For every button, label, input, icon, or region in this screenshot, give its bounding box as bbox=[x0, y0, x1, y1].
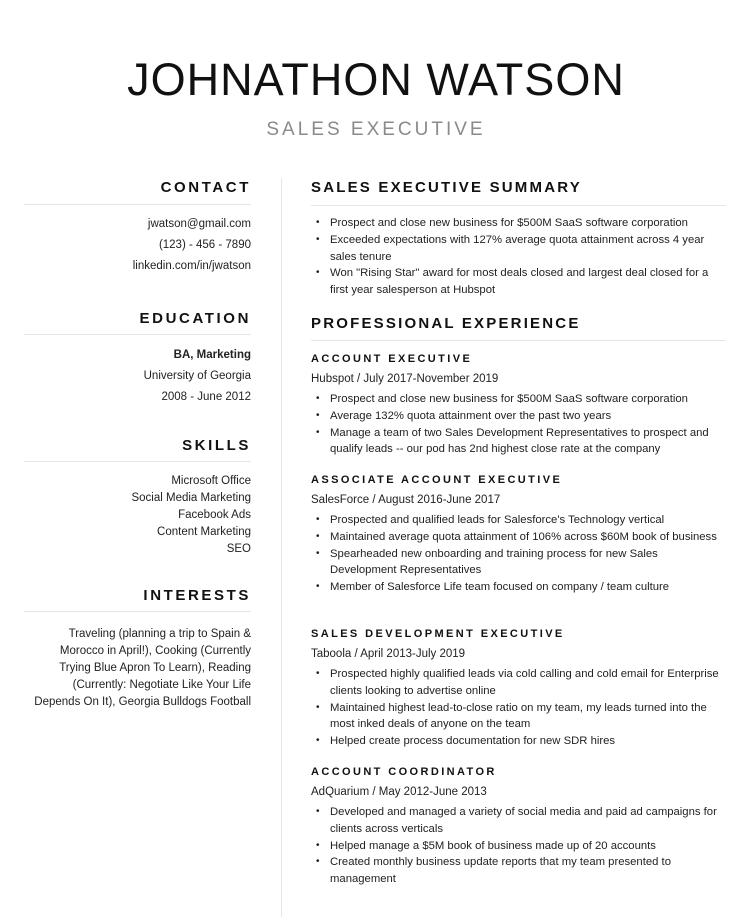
job-bullets bbox=[311, 804, 726, 888]
experience-heading: PROFESSIONAL EXPERIENCE bbox=[311, 315, 581, 332]
summary-divider bbox=[311, 205, 726, 206]
list-item: • Created monthly business update reports that my team presented to management bbox=[311, 854, 726, 888]
education-heading: EDUCATION bbox=[139, 310, 251, 327]
skills-heading: SKILLS bbox=[182, 437, 251, 454]
skills-divider bbox=[24, 461, 251, 462]
list-item: • Prospected and qualified leads for Salesforce's Technology vertical bbox=[311, 512, 726, 529]
list-item: • Average 132% quota attainment over the past two years bbox=[311, 408, 726, 425]
list-item: • Manage a team of two Sales Development Representatives to prospect and qualify leads -- our pod has 2nd highest close rate at the company bbox=[311, 425, 726, 459]
column-divider bbox=[281, 178, 282, 917]
job-bullets bbox=[311, 512, 726, 596]
contact-details bbox=[24, 216, 251, 275]
contact-heading: CONTACT bbox=[160, 179, 251, 196]
education-school: University of Georgia bbox=[143, 370, 251, 382]
interests-line: Morocco in April!), Cooking (Currently bbox=[59, 645, 251, 657]
skill-item: Facebook Ads bbox=[178, 509, 251, 521]
job-title: ACCOUNT COORDINATOR bbox=[311, 766, 497, 778]
job-company: Hubspot / July 2017-November 2019 bbox=[311, 373, 499, 385]
list-item: • Exceeded expectations with 127% average quota attainment across 4 year sales tenure bbox=[311, 232, 726, 266]
job-title: ACCOUNT EXECUTIVE bbox=[311, 353, 473, 365]
interests-line: Depends On It), Georgia Bulldogs Football bbox=[34, 696, 251, 708]
skill-item: SEO bbox=[226, 543, 251, 555]
interests-line: Traveling (planning a trip to Spain & bbox=[68, 628, 251, 640]
contact-phone: (123) - 456 - 7890 bbox=[158, 239, 251, 251]
education-details bbox=[24, 347, 251, 406]
summary-heading: SALES EXECUTIVE SUMMARY bbox=[311, 179, 582, 196]
interests-line: Trying Blue Apron To Learn), Reading bbox=[59, 662, 251, 674]
job-bullets bbox=[311, 666, 726, 750]
job-company: AdQuarium / May 2012-June 2013 bbox=[311, 786, 487, 798]
job-company: Taboola / April 2013-July 2019 bbox=[311, 648, 466, 660]
list-item: • Developed and managed a variety of social media and paid ad campaigns for clients across verticals bbox=[311, 804, 726, 838]
list-item: • Helped manage a $5M book of business made up of 20 accounts bbox=[311, 838, 726, 855]
experience-divider bbox=[311, 340, 726, 341]
resume-name: JOHNATHON WATSON bbox=[127, 54, 625, 105]
contact-email[interactable]: jwatson@gmail.com bbox=[147, 218, 251, 230]
contact-divider bbox=[24, 204, 251, 205]
interests-line: (Currently: Negotiate Like Your Life bbox=[72, 679, 251, 691]
interests-heading: INTERESTS bbox=[143, 587, 251, 604]
list-item: • Member of Salesforce Life team focused on company / team culture bbox=[311, 579, 726, 596]
job-title: SALES DEVELOPMENT EXECUTIVE bbox=[311, 628, 565, 640]
list-item: • Maintained highest lead-to-close ratio on my team, my leads turned into the most inked deals of anyone on the team bbox=[311, 700, 726, 734]
list-item: • Prospected highly qualified leads via cold calling and cold email for Enterprise clients looking to advertise online bbox=[311, 666, 726, 700]
job-bullets bbox=[311, 391, 726, 458]
job-company: SalesForce / August 2016-June 2017 bbox=[311, 494, 501, 506]
skill-item: Content Marketing bbox=[157, 526, 251, 538]
interests-divider bbox=[24, 611, 251, 612]
skills-list bbox=[24, 473, 251, 558]
education-degree: BA, Marketing bbox=[173, 349, 251, 361]
education-divider bbox=[24, 334, 251, 335]
interests-text bbox=[24, 626, 251, 711]
list-item: • Prospect and close new business for $500M SaaS software corporation bbox=[311, 391, 726, 408]
skill-item: Microsoft Office bbox=[171, 475, 251, 487]
summary-list bbox=[311, 215, 726, 299]
education-dates: 2008 - June 2012 bbox=[161, 391, 251, 403]
list-item: • Maintained average quota attainment of 106% across $60M book of business bbox=[311, 529, 726, 546]
list-item: • Prospect and close new business for $500M SaaS software corporation bbox=[311, 215, 726, 232]
list-item: • Helped create process documentation for new SDR hires bbox=[311, 733, 726, 750]
skill-item: Social Media Marketing bbox=[131, 492, 251, 504]
list-item: • Won "Rising Star" award for most deals closed and largest deal closed for a first year salesperson at Hubspot bbox=[311, 265, 726, 299]
job-title: ASSOCIATE ACCOUNT EXECUTIVE bbox=[311, 474, 563, 486]
resume-title: SALES EXECUTIVE bbox=[266, 119, 486, 140]
list-item: • Spearheaded new onboarding and training process for new Sales Development Representatives bbox=[311, 546, 726, 580]
contact-linkedin[interactable]: linkedin.com/in/jwatson bbox=[132, 260, 251, 272]
